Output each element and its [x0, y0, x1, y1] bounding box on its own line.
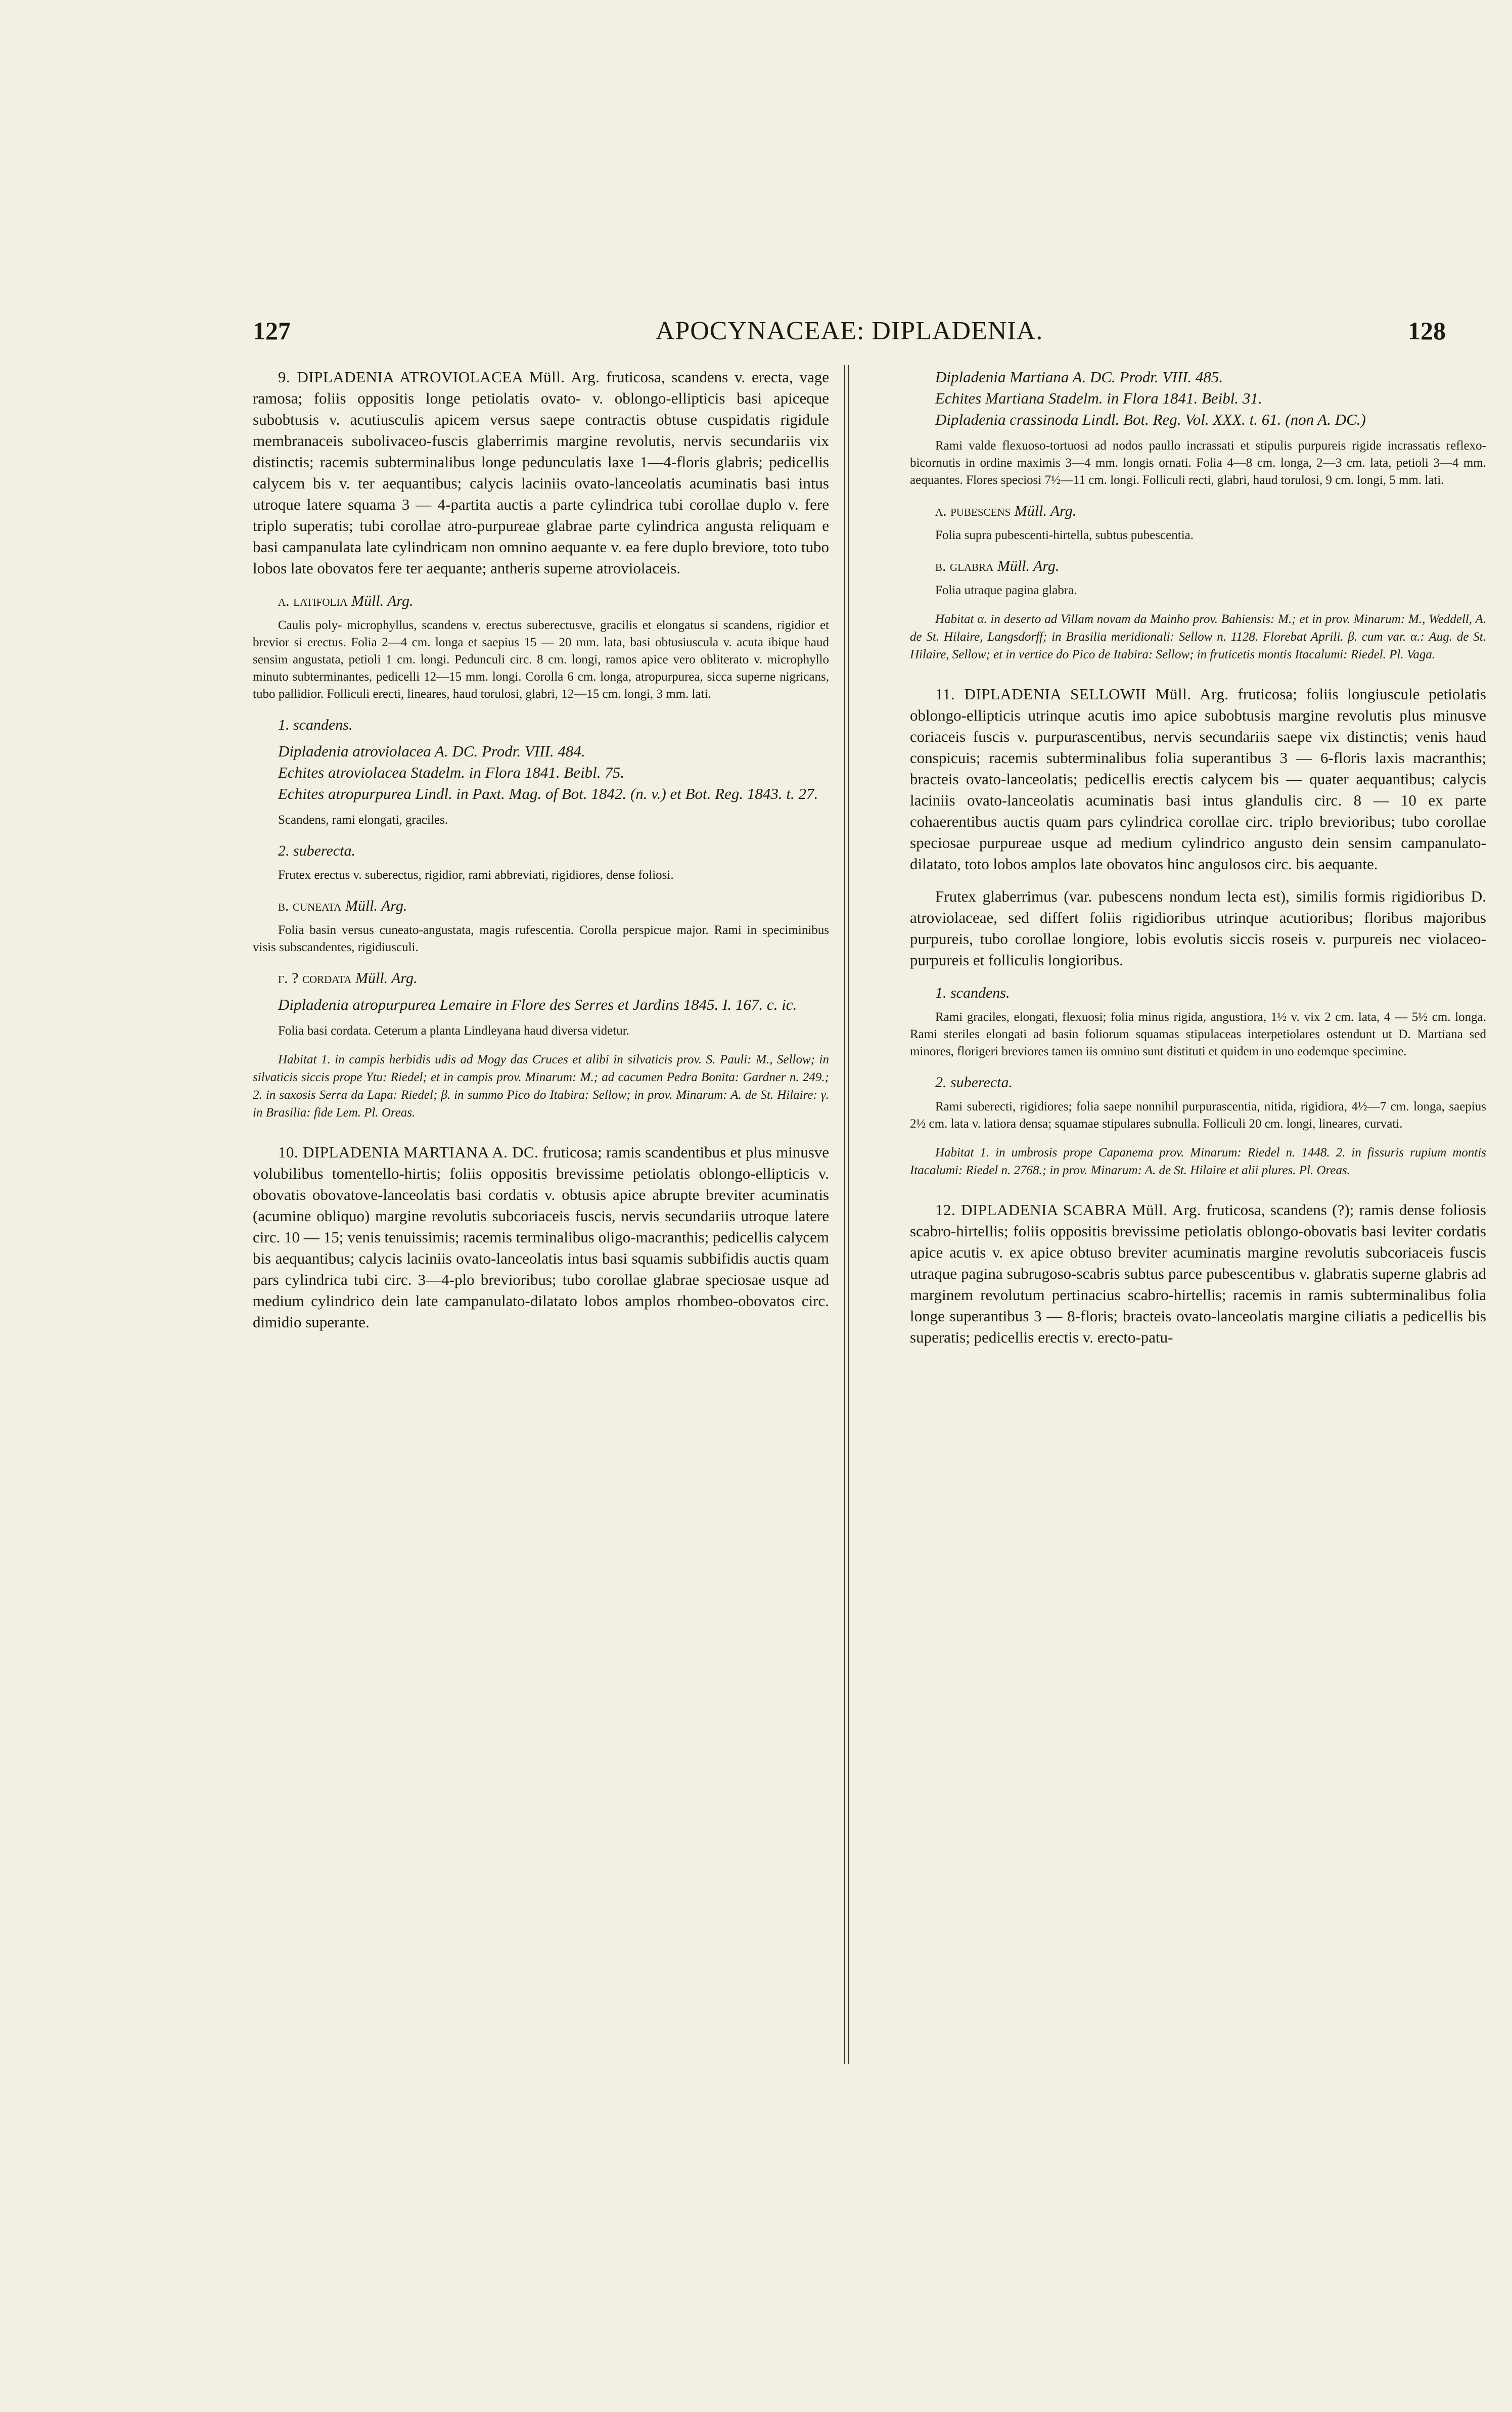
species-12-text: fruticosa, scandens (?); ramis dense foliosis scabro-hirtellis; foliis oppositis brevissime petiolatis oblongo-obovatis basi leviter cordatis apice acutis v. ex apice obtuso breviter acuminatis margine revolutis subcoriaceis fuscis utraque pagina subrugoso-scabris subtus parce pubescentibus v. glabratis superne glabris ad marginem revolutum pertinacius scabro-hirtellis; racemis in ramis subterminalibus folia longe superantibus 3 — 8-floris; bracteis ovato-lanceolatis margine ciliatis a pedicellis bis superatis; pedicellis erectis v. erecto-patu-	[910, 1201, 1486, 1346]
variety-author: Müll. Arg.	[351, 593, 414, 609]
species-9-text: fruticosa, scandens v. erecta, vage ramosa; foliis oppositis longe petiolatis ovato- v. oblongo-ellipticis basi apiceque subobtusis v. acutiusculis apicem versus saepe contractis obtuse cuspidatis rigidule membranaceis subolivaceo-fuscis glaberrimis margine revolutis, nervis secundariis vix distinctis; racemis subterminalibus longe pedunculatis laxe 1—4-floris glabris; pedicellis calycem bis v. ter aequantibus; calycis laciniis ovato-lanceolatis acuminatis basi intus utroque latere squama 3 — 4-partita auctis a parte cylindrica tubi corollae duplo v. fere triplo superatis; tubi corollae atro-purpureae glabrae parte cylindrica angusta reliquam e basi campanulata late cylindricam non omnino aequante v. ea fere duplo breviore, toto tubo lobos late obovatos fere ter aequante; antheris superne atroviolaceis.	[253, 368, 830, 577]
variety-label: α. latifolia	[278, 593, 348, 609]
form-2-suberecta	[910, 1073, 1486, 1092]
variety-beta-glabra	[910, 556, 1486, 576]
variety-alpha-description: Folia supra pubescenti-hirtella, subtus pubescentia.	[935, 528, 1194, 542]
form-1-description: Scandens, rami elongati, graciles.	[278, 813, 448, 827]
variety-label: β. cuneata	[278, 898, 342, 914]
synonym: Dipladenia Martiana A. DC. Prodr. VIII. 485.	[935, 368, 1223, 386]
running-title: APOCYNACEAE: DIPLADENIA.	[655, 317, 1043, 345]
variety-beta-description: Folia basin versus cuneato-angustata, magis rufescentia. Corolla perspicue major. Rami in speciminibus visis subscandentes, rigidiusculi.	[253, 923, 829, 954]
species-11-habitat: Habitat 1. in umbrosis prope Capanema prov. Minarum: Riedel n. 1448. 2. in fissuris rupium montis Itacalumi: Riedel n. 2768.; in prov. Minarum: A. de St. Hilaire et alii plures. Pl. Oreas.	[910, 1146, 1486, 1177]
synonym: Echites atroviolacea Stadelm. in Flora 1841. Beibl. 75.	[278, 764, 625, 781]
right-column	[910, 367, 1486, 1359]
variety-beta-description: Folia utraque pagina glabra.	[935, 584, 1077, 597]
species-10-habitat: Habitat α. in deserto ad Villam novam da Mainho prov. Bahiensis: M.; et in prov. Minarum: M., Weddell, A. de St. Hilaire, Langsdorff; in Brasilia meridionali: Sellow n. 1128. Florebat Aprili. β. cum var. α.: Aug. de St. Hilaire, Sellow; et in vertice do Pico de Itabira: Sellow; in fruticetis montis Itacalumi: Riedel. Pl. Vaga.	[910, 612, 1486, 661]
page-number-left: 127	[253, 317, 291, 345]
synonym: Dipladenia crassinoda Lindl. Bot. Reg. Vol. XXX. t. 61. (non A. DC.)	[935, 411, 1366, 428]
form-1-scandens	[910, 983, 1486, 1003]
form-2-description: Rami suberecti, rigidiores; folia saepe nonnihil purpurascentia, nitida, rigidiora, 4½—7 cm. longa, saepius 2½ cm. lata v. latiora densa; squamae stipulares subnulla. Folliculi 20 cm. longi, lineares, curvati.	[910, 1100, 1486, 1131]
species-10-notes: Rami valde flexuoso-tortuosi ad nodos paullo incrassati et stipulis purpureis rigide incrassatis reflexo-bicornutis in ordine maximis 3—4 mm. longis ornati. Folia 4—8 cm. longa, 2—3 cm. lata, petioli 3—4 mm. aequantes. Flores speciosi 7½—11 cm. longi. Folliculi recti, glabri, haud torulosi, 9 cm. longi, 5 mm. lati.	[910, 439, 1486, 487]
variety-author: Müll. Arg.	[355, 970, 418, 987]
form-label: 2. suberecta.	[935, 1074, 1013, 1091]
species-9-heading: 9. DIPLADENIA ATROVIOLACEA Müll. Arg.	[278, 368, 600, 386]
variety-author: Müll. Arg.	[997, 558, 1060, 574]
variety-author: Müll. Arg.	[1014, 503, 1077, 519]
variety-label: α. pubescens	[935, 503, 1011, 519]
species-11-heading: 11. DIPLADENIA SELLOWII Müll. Arg.	[935, 685, 1229, 703]
species-10-heading: 10. DIPLADENIA MARTIANA A. DC.	[278, 1143, 539, 1161]
synonym: Echites Martiana Stadelm. in Flora 1841. Beibl. 31.	[935, 389, 1262, 407]
form-label: 2. suberecta.	[278, 842, 356, 859]
left-column	[253, 367, 829, 1344]
variety-gamma-description: Folia basi cordata. Ceterum a planta Lindleyana haud diversa videtur.	[278, 1024, 629, 1038]
form-label: 1. scandens.	[935, 985, 1010, 1001]
variety-beta-cuneata	[253, 896, 829, 916]
form-2-description: Frutex erectus v. suberectus, rigidior, rami abbreviati, rigidiores, dense foliosi.	[278, 868, 674, 882]
variety-alpha-latifolia	[253, 591, 829, 611]
species-12-description	[910, 1199, 1486, 1348]
species-11-description	[910, 684, 1486, 875]
synonym: Dipladenia atroviolacea A. DC. Prodr. VIII. 484.	[278, 742, 585, 760]
synonym: Echites atropurpurea Lindl. in Paxt. Mag. of Bot. 1842. (n. v.) et Bot. Reg. 1843. t. 27.	[278, 785, 818, 802]
form-1-scandens	[253, 715, 829, 735]
form-2-suberecta	[253, 841, 829, 861]
species-11-text: fruticosa; foliis longiuscule petiolatis oblongo-ellipticis utrinque acutis imo apice subobtusis margine revolutis plus minusve coriaceis fuscis v. purpurascentibus, nervis secundariis saepe vix distinctis; venis haud conspicuis; racemis subterminalibus folia superantibus 3 — 6-floris laxis macranthis; bracteis ovato-lanceolatis; pedicellis erectis calycem bis — quater aequantibus; calycis laciniis ovato-lanceolatis acuminatis basi intus glandulis circ. 8 — 10 ex parte cohaerentibus auctis quam pars cylindrica corollae circ. triplo brevioribus; tubo corollae speciosae purpureae usque ad medium cylindrico angusto dein sensim campanulato-dilatato, toto lobos amplos late obovatos hinc angulosos circ. bis aequante.	[910, 685, 1486, 873]
variety-label: γ. ? cordata	[278, 970, 352, 987]
species-10-text: fruticosa; ramis scandentibus et plus minusve volubilibus tomentello-hirtis; foliis oppositis brevissime petiolatis oblongo-ellipticis v. obovatis obovatove-lanceolatis basi cordatis v. obtusis apice abrupte breviter acuminatis (acumine obliquo) margine revolutis subcoriaceis fuscis, nervis secundariis utroque latere circ. 10 — 15; venis tenuissimis; racemis terminalibus oligo-macranthis; pedicellis calycem bis aequantibus; calycis laciniis ovato-lanceolatis intus basi squamis subbifidis auctis quam pars cylindrica tubi circ. 3—4-plo brevioribus; tubo corollae glabrae speciosae usque ad medium cylindrico dein late campanulato-dilatato lobos amplos rhombeo-obovatos circ. dimidio superante.	[253, 1143, 830, 1331]
page-number-right: 128	[1408, 317, 1446, 345]
variety-gamma-cordata	[253, 968, 829, 988]
form-1-description: Rami graciles, elongati, flexuosi; folia minus rigida, angustiora, 1½ v. vix 2 cm. lata, 4 — 5½ cm. longa. Rami steriles elongati ad basin foliorum squamas stipulaceas interpetiolares ostendunt ut D. Martiana sed minores, florigeri breviores tamen iis omnino sunt distituti et quidem in uno eodemque specimine.	[910, 1010, 1486, 1058]
column-divider	[844, 365, 849, 2064]
synonym: Dipladenia atropurpurea Lemaire in Flore des Serres et Jardins 1845. I. 167. c. ic.	[278, 996, 797, 1013]
variety-alpha-description: Caulis poly- microphyllus, scandens v. erectus suberectusve, gracilis et elongatus si scandens, rigidior et brevior si erectus. Folia 2—4 cm. longa et saepius 15 — 20 mm. lata, basi obtusiuscula v. acuta ibique haud sensim angustata, petioli 1 cm. longi. Pedunculi circ. 8 cm. longi, ramos apice vero obliterato v. microphyllo minuto subterminantes, pedicelli 12—15 mm. longi. Corolla 6 cm. longa, atropurpurea, sicca superne nigricans, tubo pallidior. Folliculi erecti, lineares, haud torulosi, glabri, 12—15 cm. longi, 3 mm. lati.	[253, 618, 829, 701]
form-label: 1. scandens.	[278, 717, 353, 733]
variety-author: Müll. Arg.	[345, 898, 407, 914]
page-header	[253, 316, 1446, 356]
variety-alpha-pubescens	[910, 501, 1486, 521]
species-9-description	[253, 367, 829, 579]
variety-label: β. glabra	[935, 558, 994, 574]
species-12-heading: 12. DIPLADENIA SCABRA Müll. Arg.	[935, 1201, 1202, 1219]
species-11-note: Frutex glaberrimus (var. pubescens nondum lecta est), similis formis rigidioribus D. atroviolaceae, sed differt foliis rigidioribus utrinque acutioribus; floribus majoribus purpureis, tubo corollae longiore, lobis evolutis siccis roseis v. purpureis nec violaceo-purpureis et folliculis longioribus.	[910, 887, 1486, 969]
species-9-habitat: Habitat 1. in campis herbidis udis ad Mogy das Cruces et alibi in silvaticis prov. S. Pauli: M., Sellow; in silvaticis siccis prope Ytu: Riedel; et in campis prov. Minarum: M.; ad cacumen Pedra Bonita: Gardner n. 249.; 2. in saxosis Serra da Lapa: Riedel; β. in summo Pico do Itabira: Sellow; in prov. Minarum: A. de St. Hilaire: γ. in Brasilia: fide Lem. Pl. Oreas.	[253, 1053, 829, 1120]
species-10-description	[253, 1142, 829, 1333]
